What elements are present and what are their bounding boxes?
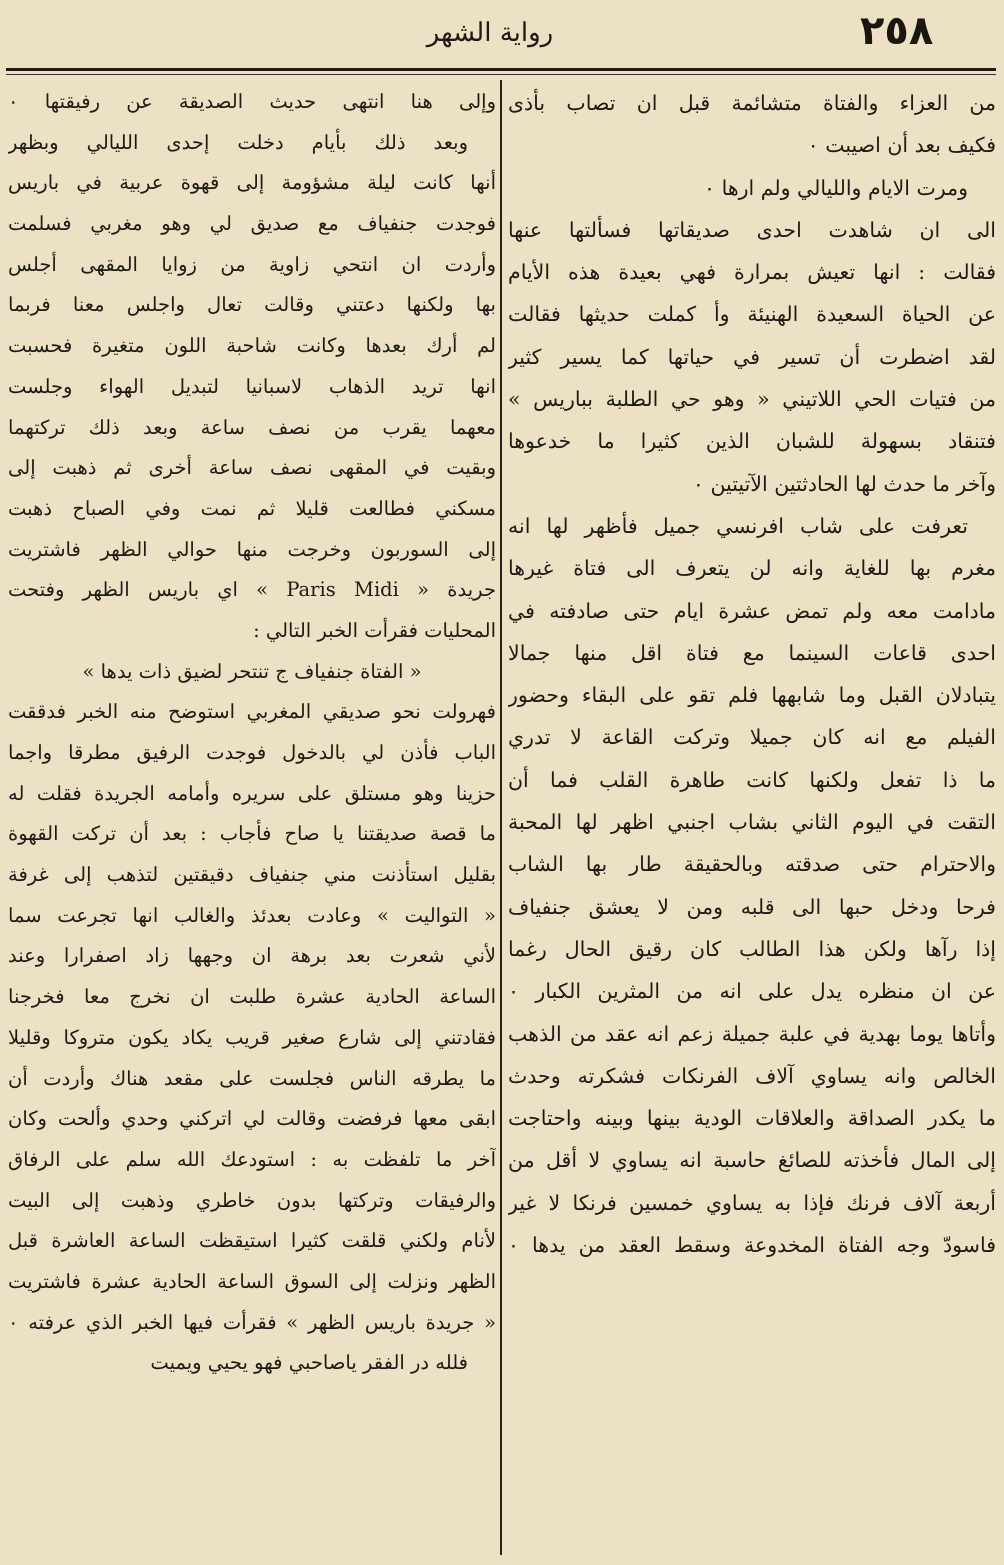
- text-line: إلى السوربون وخرجت منها حوالي الظهر فاشتريت: [8, 537, 496, 561]
- text-line: لأنام ولكني قلقت كثيرا استيقظت الساعة العاشرة قبل: [8, 1229, 496, 1253]
- text-line: انها تريد الذهاب لاسبانيا لتبديل الهواء وجلست: [8, 374, 496, 398]
- text-line: فهرولت نحو صديقي المغربي استوضح منه الخبر فدققت: [8, 700, 496, 724]
- right-column: [508, 82, 996, 1266]
- text-line: وأتاها يوما بهدية في علبة جميلة زعم انه عقد من الذهب: [508, 1021, 996, 1046]
- text-line: أربعة آلاف فرنك فإذا به يساوي خمسين فرنكا لا غير: [508, 1190, 996, 1215]
- text-line: تعرفت على شاب افرنسي جميل فأظهر لها انه: [508, 513, 968, 538]
- text-line: أنها كانت ليلة مشؤومة إلى قهوة عربية في باريس: [8, 171, 496, 195]
- running-title: رواية الشهر: [426, 18, 554, 48]
- text-line: إذا رآها ولكن هذا الطالب كان رقيق الحال رغما: [508, 936, 996, 961]
- text-line: لقد اضطرت أن تسير في حياتها كما يسير كثير: [508, 344, 996, 369]
- text-line: الساعة الحادية عشرة طلبت ان نخرج معا فخرجنا: [8, 985, 496, 1009]
- page-number: ٢٥٨: [860, 8, 934, 54]
- text-line: الى ان شاهدت احدى صديقاتها فسألتها عنها: [508, 217, 996, 242]
- text-line: الباب فأذن لي بالدخول فوجدت الرفيق مطرقا واجما: [8, 741, 496, 764]
- text-line: فقادتني إلى شارع صغير قريب يكاد يكون متروكا وقليلا: [8, 1025, 496, 1049]
- text-line: التقت في اليوم الثاني بشاب اجنبي اظهر لها المحبة: [508, 810, 996, 835]
- text-line: فاسودّ وجه الفتاة المخدوعة وسقط العقد من يدها ٠: [508, 1233, 996, 1258]
- text-line: مسكني فطالعت قليلا ثم نمت وفي الصباح ذهبت: [8, 496, 496, 520]
- text-line: ما قصة صديقتنا يا صاح فأجاب : بعد أن تركت القهوة: [8, 822, 496, 846]
- text-line: وبعد ذلك بأيام دخلت إحدى الليالي وبظهر: [8, 130, 468, 154]
- text-line: والاحترام حتى صدقته وبالحقيقة طار بها الشاب: [508, 852, 996, 877]
- text-line: مغرم بها للغاية وانه لن يتعرف الى فتاة غيرها: [508, 556, 996, 581]
- text-line: معهما يقرب من نصف ساعة وبعد ذلك تركتهما: [8, 415, 496, 439]
- text-line: وبقيت في المقهى نصف ساعة أخرى ثم ذهبت إلى: [8, 456, 496, 480]
- text-line: لم أرك بعدها وكانت شاحبة اللون متغيرة فحسبت: [8, 334, 496, 358]
- text-line: بها ولكنها دعتني وقالت تعال واجلس معنا فربما: [8, 293, 496, 317]
- text-line: الخالص وانه يساوي آلاف الفرنكات فشكرته وحدث: [508, 1063, 996, 1088]
- text-line: الفيلم مع انه كان جميلا وتركت القاعة لا تدري: [508, 725, 996, 750]
- news-headline: « الفتاة جنفياف ج تنتحر لضيق ذات يدها »: [82, 659, 422, 683]
- text-line: وأردت ان انتحي زاوية من زوايا المقهى أجلس: [8, 252, 496, 276]
- text-line: آخر ما تلفظت به : استودعك الله سلم على الرفاق: [8, 1147, 496, 1171]
- text-line: حزينا وهو مستلق على سريره وأمامه الجريدة فقلت له: [8, 781, 496, 805]
- text-line: الظهر ونزلت إلى السوق الساعة الحادية عشرة فاشتريت: [8, 1269, 496, 1293]
- text-line: ومرت الايام والليالي ولم ارها ٠: [704, 175, 968, 200]
- text-line: لأني شعرت بعد برهة ان وجهها زاد اصفرارا وعند: [8, 944, 496, 968]
- text-line: فلله در الفقر ياصاحبي فهو يحيي ويميت: [150, 1351, 468, 1375]
- text-line: ما يطرقه الناس فجلست على مقعد هناك وأردت أن: [8, 1066, 496, 1090]
- text-line: فكيف بعد أن اصيبت ٠: [807, 133, 996, 158]
- text-line: مادامت معه ولم تمض عشرة ايام حتى صادفته في: [508, 598, 996, 623]
- text-line: وإلى هنا انتهى حديث الصديقة عن رفيقتها ٠: [8, 90, 496, 113]
- text-line: « التواليت » وعادت بعدئذ والغالب انها تجرعت سما: [8, 903, 496, 927]
- text-line: ابقى معها فرفضت وقالت لي اتركني وحدي وألحت وكان: [8, 1107, 496, 1131]
- text-line: فتنقاد بسهولة للشبان الذين كثيرا ما خدعوها: [508, 429, 996, 454]
- text-line: إلى المال فأخذته للصائغ حاسبة انه يساوي لا أقل من: [508, 1148, 996, 1173]
- text-line: جريدة « Paris Midi » اي باريس الظهر وفتحت: [8, 578, 496, 602]
- left-column: [8, 82, 496, 1384]
- page-header: [0, 0, 1004, 70]
- text-line: فوجدت جنفياف مع صديق لي وهو مغربي فسلمت: [8, 212, 496, 236]
- text-line: والرفيقات وتركتها بدون خاطري وذهبت إلى البيت: [8, 1188, 496, 1212]
- column-divider: [500, 80, 502, 1555]
- text-line: وآخر ما حدث لها الحادثتين الآتيتين ٠: [692, 471, 996, 496]
- text-line: يتبادلان القبل وما شابهها فلم تقو على البقاء وحضور: [508, 683, 996, 708]
- text-line: عن الحياة السعيدة الهنيئة وأ كملت حديثها فقالت: [508, 302, 996, 327]
- text-line: ما يكدر الصداقة والعلاقات الودية بينها وبينه واحتاجت: [508, 1106, 996, 1131]
- text-line: من العزاء والفتاة متشائمة قبل ان تصاب بأذى: [508, 91, 996, 115]
- text-line: فرحا ودخل حبها الى قلبه ومن لا يعشق جنفياف: [508, 894, 996, 919]
- text-line: بقليل استأذنت مني جنفياف دقيقتين لتذهب إلى غرفة: [8, 863, 496, 887]
- text-line: احدى قاعات السينما مع فتاة اقل منها جمالا: [508, 640, 996, 665]
- text-line: من فتيات الحي اللاتيني « وهو حي الطلبة بباريس »: [508, 387, 996, 412]
- text-line: المحليات فقرأت الخبر التالي :: [253, 618, 496, 642]
- text-line: « جريدة باريس الظهر » فقرأت فيها الخبر الذي عرفته ٠: [8, 1310, 496, 1334]
- text-line: فقالت : انها تعيش بمرارة فهي بعيدة هذه الأيام: [508, 260, 996, 285]
- text-line: عن ان منظره يدل على انه من المثرين الكبار ٠: [508, 979, 996, 1004]
- header-rule-thin: [6, 74, 996, 75]
- header-rule: [6, 68, 996, 71]
- text-line: ما ذا تفعل ولكنها كانت طاهرة القلب فما أن: [508, 767, 996, 792]
